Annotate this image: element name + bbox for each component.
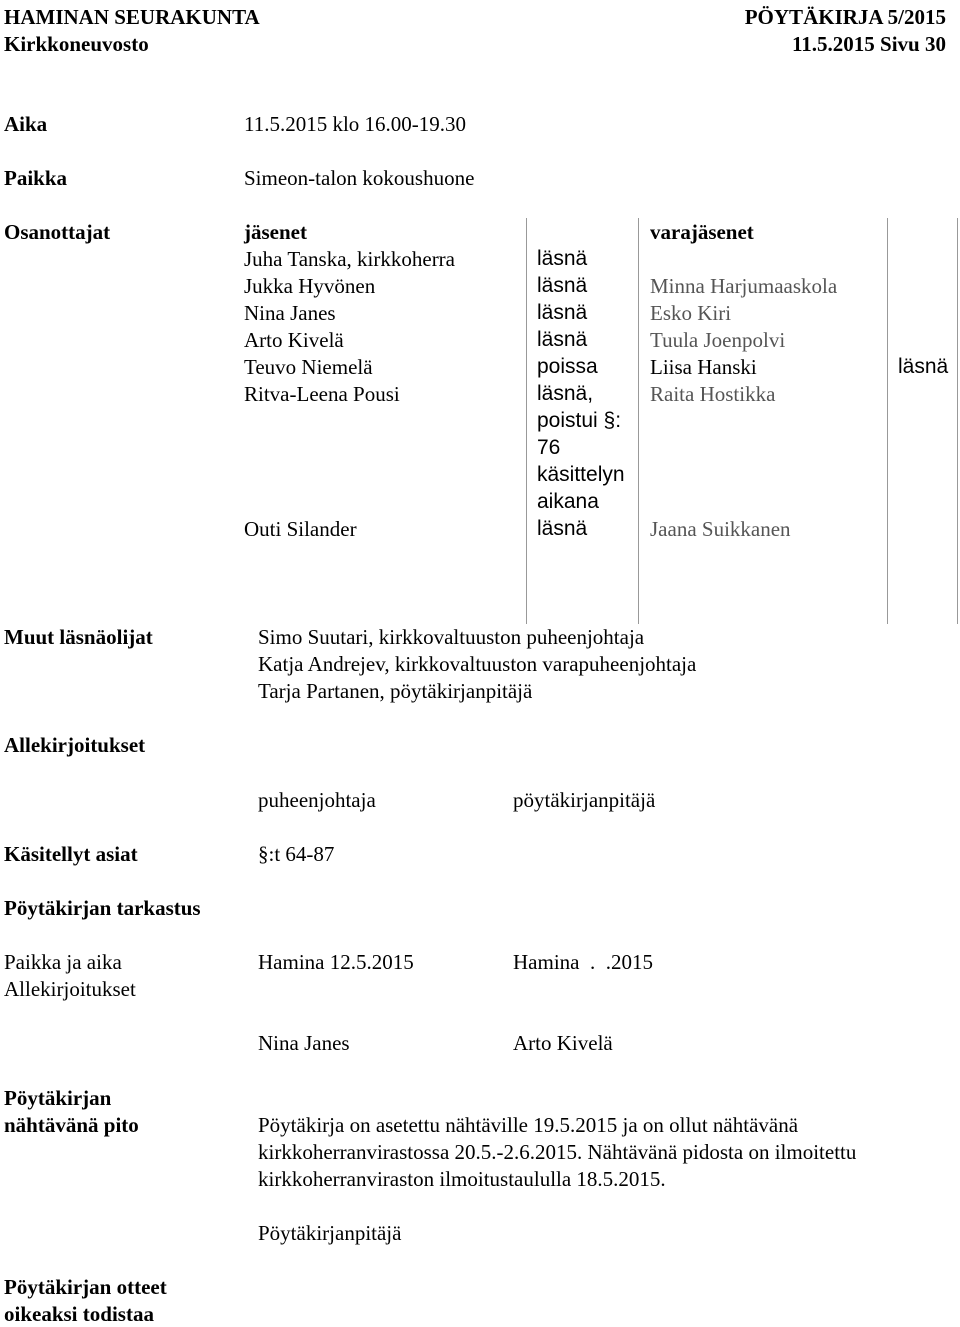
items-value: §:t 64-87 xyxy=(258,842,335,866)
review-signatures-label: Allekirjoitukset xyxy=(4,977,136,1001)
member-status: läsnä xyxy=(537,328,588,351)
others-label: Muut läsnäolijat xyxy=(4,625,153,649)
other-attendee: Simo Suutari, kirkkovaltuuston puheenjohtaja xyxy=(258,625,645,649)
deputy-name: Esko Kiri xyxy=(650,301,732,325)
attendees-label: Osanottajat xyxy=(4,220,111,244)
deputies-header: varajäsenet xyxy=(650,220,754,244)
column-divider xyxy=(887,218,888,624)
document-title: PÖYTÄKIRJA 5/2015 xyxy=(744,5,946,29)
copies-label: Pöytäkirjan otteet xyxy=(4,1275,167,1299)
deputy-status: läsnä xyxy=(898,355,949,378)
member-status: läsnä xyxy=(537,301,588,324)
display-text: kirkkoherranvirastossa 20.5.-2.6.2015. Nähtävänä pidosta on ilmoitettu xyxy=(258,1140,857,1164)
items-label: Käsitellyt asiat xyxy=(4,842,138,866)
body-name: Kirkkoneuvosto xyxy=(4,32,149,56)
member-status: läsnä xyxy=(537,274,588,297)
member-status: läsnä xyxy=(537,517,588,540)
other-attendee: Katja Andrejev, kirkkovaltuuston varapuheenjohtaja xyxy=(258,652,697,676)
chair-signature: puheenjohtaja xyxy=(258,788,376,812)
member-status: poissa xyxy=(537,355,598,378)
member-name: Juha Tanska, kirkkoherra xyxy=(244,247,455,271)
display-label: Pöytäkirjan xyxy=(4,1086,112,1110)
display-signer: Pöytäkirjanpitäjä xyxy=(258,1221,402,1245)
aika-label: Aika xyxy=(4,112,48,136)
column-divider xyxy=(526,218,527,624)
member-name: Outi Silander xyxy=(244,517,357,541)
deputy-name: Raita Hostikka xyxy=(650,382,776,406)
review-label: Pöytäkirjan tarkastus xyxy=(4,896,201,920)
deputy-name: Liisa Hanski xyxy=(650,355,757,379)
status-note: aikana xyxy=(537,490,599,513)
display-text: kirkkoherranviraston ilmoitustaululla 18.5.2015. xyxy=(258,1167,666,1191)
date-page: 11.5.2015 Sivu 30 xyxy=(791,32,946,56)
deputy-name: Tuula Joenpolvi xyxy=(650,328,786,352)
signatures-label: Allekirjoitukset xyxy=(4,733,146,757)
member-status: läsnä, xyxy=(537,382,594,405)
aika-value: 11.5.2015 klo 16.00-19.30 xyxy=(244,112,467,136)
copies-label: oikeaksi todistaa xyxy=(4,1302,154,1326)
member-status: läsnä xyxy=(537,247,588,270)
member-name: Jukka Hyvönen xyxy=(244,274,376,298)
status-note: poistui §: xyxy=(537,409,622,432)
reviewer-1: Nina Janes xyxy=(258,1031,350,1055)
member-name: Nina Janes xyxy=(244,301,336,325)
display-text: Pöytäkirja on asetettu nähtäville 19.5.2015 ja on ollut nähtävänä xyxy=(258,1113,799,1137)
member-name: Ritva-Leena Pousi xyxy=(244,382,400,406)
secretary-signature: pöytäkirjanpitäjä xyxy=(513,788,656,812)
org-name: HAMINAN SEURAKUNTA xyxy=(4,5,260,29)
deputy-name: Jaana Suikkanen xyxy=(650,517,791,541)
other-attendee: Tarja Partanen, pöytäkirjanpitäjä xyxy=(258,679,533,703)
column-divider xyxy=(638,218,639,624)
paikka-value: Simeon-talon kokoushuone xyxy=(244,166,475,190)
members-header: jäsenet xyxy=(244,220,307,244)
place-time-label: Paikka ja aika xyxy=(4,950,122,974)
display-label: nähtävänä pito xyxy=(4,1113,139,1137)
status-note: käsittelyn xyxy=(537,463,625,486)
status-note: 76 xyxy=(537,436,561,459)
deputy-name: Minna Harjumaaskola xyxy=(650,274,838,298)
review-place-1: Hamina 12.5.2015 xyxy=(258,950,414,974)
review-place-2: Hamina . .2015 xyxy=(513,950,653,974)
member-name: Arto Kivelä xyxy=(244,328,344,352)
reviewer-2: Arto Kivelä xyxy=(513,1031,613,1055)
paikka-label: Paikka xyxy=(4,166,68,190)
column-divider xyxy=(957,218,958,624)
member-name: Teuvo Niemelä xyxy=(244,355,373,379)
